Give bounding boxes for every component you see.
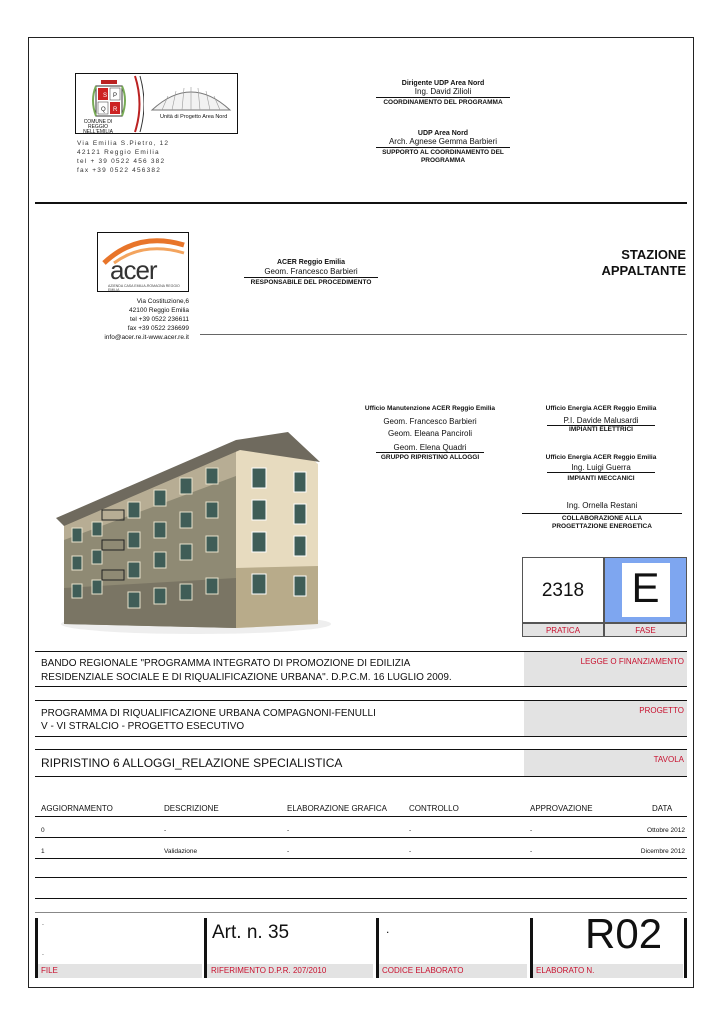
acer-divider — [200, 334, 687, 335]
udp-title: UDP Area Nord — [417, 130, 469, 137]
revision-header-row — [35, 800, 687, 817]
acer-title: ACER Reggio Emilia — [276, 259, 346, 266]
manutenzione-block — [358, 405, 502, 461]
acer-name: Geom. Francesco Barbieri — [244, 266, 378, 278]
manut-role: GRUPPO RIPRISTINO ALLOGGI — [380, 454, 480, 461]
stazione-appaltante: STAZIONE APPALTANTE — [601, 247, 686, 278]
pratica-value: 2318 — [541, 580, 585, 601]
energia2-title: Ufficio Energia ACER Reggio Emilia — [545, 454, 657, 461]
file-label: FILE — [38, 964, 202, 978]
header-divider — [35, 202, 687, 204]
fase-label: FASE — [604, 623, 687, 637]
acer-logo-box — [97, 232, 189, 292]
fase-value: E — [631, 564, 660, 611]
svg-text:R: R — [113, 107, 118, 113]
bando-label: LEGGE O FINANZIAMENTO — [524, 652, 687, 686]
energia1-name: P.I. Davide Malusardi — [547, 416, 655, 426]
table-row — [35, 859, 687, 878]
rev-header-aggiornamento: AGGIORNAMENTO — [41, 804, 113, 813]
energia1-role: IMPIANTI ELETTRICI — [569, 426, 633, 433]
svg-text:Q: Q — [101, 107, 106, 113]
rev-header-descrizione: DESCRIZIONE — [164, 804, 219, 813]
tavola-text: RIPRISTINO 6 ALLOGGI_RELAZIONE SPECIALISTICA — [41, 756, 343, 770]
revision-table — [35, 800, 687, 899]
pratica-box — [522, 557, 604, 623]
elaborato-label: ELABORATO N. — [533, 964, 683, 978]
energia1-block — [526, 405, 676, 433]
acer-role: RESPONSABILE DEL PROCEDIMENTO — [250, 279, 372, 286]
rev-header-approvazione: APPROVAZIONE — [530, 804, 593, 813]
acer-block — [244, 259, 378, 286]
elaborato-right-bar — [684, 918, 687, 978]
acer-address: Via Costituzione,6 42100 Reggio Emilia tel +39 0522 236611 fax +39 0522 236699 info@acer.re.it-www.acer.re.it — [104, 298, 189, 341]
svg-text:P: P — [113, 93, 118, 99]
tavola-label: TAVOLA — [524, 750, 687, 776]
comune-label: COMUNE DI REGGIO NELL'EMILIA — [83, 119, 113, 135]
acer-logo-text: acer — [110, 255, 157, 285]
progetto-label: PROGETTO — [524, 701, 687, 736]
comune-crest-icon — [90, 78, 128, 122]
rev-header-elaborazione: ELABORAZIONE GRAFICA — [287, 804, 388, 813]
progetto-text: PROGRAMMA DI RIQUALIFICAZIONE URBANA COMPAGNONI-FENULLI V - VI STRALCIO - PROGETTO ESECUTIVO — [41, 708, 376, 732]
acer-logo-subtext: AZIENDA CASA EMILIA-ROMAGNA REGGIO EMILIA — [108, 284, 180, 292]
codice-label: CODICE ELABORATO — [379, 964, 527, 978]
energia2-name: Ing. Luigi Guerra — [547, 463, 655, 473]
comune-address: Via Emilia S.Pietro, 12 42121 Reggio Emilia tel + 39 0522 456 382 fax +39 0522 456382 — [77, 140, 170, 174]
unit-label: Unità di Progetto Area Nord — [160, 114, 228, 120]
table-row: 0 - - - - Ottobre 2012 — [35, 817, 687, 838]
elaborato-value: R02 — [585, 910, 663, 957]
udp-block — [376, 130, 510, 165]
svg-text:S: S — [103, 93, 108, 99]
bando-bottom-line — [35, 686, 687, 687]
file-value-1: . — [42, 920, 44, 927]
bando-text: BANDO REGIONALE "PROGRAMMA INTEGRATO DI PROMOZIONE DI EDILIZIA RESIDENZIALE SOCIALE E DI RIQUALIFICAZIONE URBANA". D.P.C.M. 16 LUGLIO 2009. — [41, 658, 452, 683]
comune-logo-box — [75, 73, 238, 134]
dirigente-name: Ing. David Zilioli — [376, 87, 510, 98]
building-illustration — [56, 428, 334, 640]
energia1-title: Ufficio Energia ACER Reggio Emilia — [545, 405, 657, 412]
art-value: Art. n. 35 — [212, 922, 290, 943]
bracket-icon — [132, 75, 144, 133]
energia2-block — [526, 454, 676, 482]
dirigente-role: COORDINAMENTO DEL PROGRAMMA — [383, 99, 503, 106]
collab-block — [522, 501, 682, 531]
tavola-bottom-line — [35, 776, 687, 777]
collab-name: Ing. Ornella Restani — [522, 501, 682, 514]
table-row — [35, 878, 687, 899]
collab-role: COLLABORAZIONE ALLA PROGETTAZIONE ENERGETICA — [552, 515, 652, 530]
codice-value: . — [386, 922, 390, 936]
rev-header-data: DATA — [652, 804, 673, 813]
table-row: 1 Validazione - - - Dicembre 2012 — [35, 838, 687, 859]
manut-title: Ufficio Manutenzione ACER Reggio Emilia — [364, 405, 496, 412]
energia2-role: IMPIANTI MECCANICI — [567, 475, 635, 482]
fase-box — [604, 557, 687, 623]
progetto-bottom-line — [35, 736, 687, 737]
manut-name-3: Geom. Elena Quadri — [376, 443, 484, 453]
dirigente-title: Dirigente UDP Area Nord — [401, 80, 485, 87]
rev-header-controllo: CONTROLLO — [409, 804, 459, 813]
file-value-2: . — [42, 950, 44, 957]
dirigente-block — [376, 80, 510, 106]
manut-name-1: Geom. Francesco Barbieri — [383, 417, 477, 426]
udp-role: SUPPORTO AL COORDINAMENTO DEL PROGRAMMA — [382, 149, 504, 164]
manut-name-2: Geom. Eleana Panciroli — [387, 429, 473, 438]
riferimento-label: RIFERIMENTO D.P.R. 207/2010 — [207, 964, 373, 978]
udp-name: Arch. Agnese Gemma Barbieri — [376, 137, 510, 148]
pratica-label: PRATICA — [522, 623, 604, 637]
dome-icon — [148, 80, 234, 112]
